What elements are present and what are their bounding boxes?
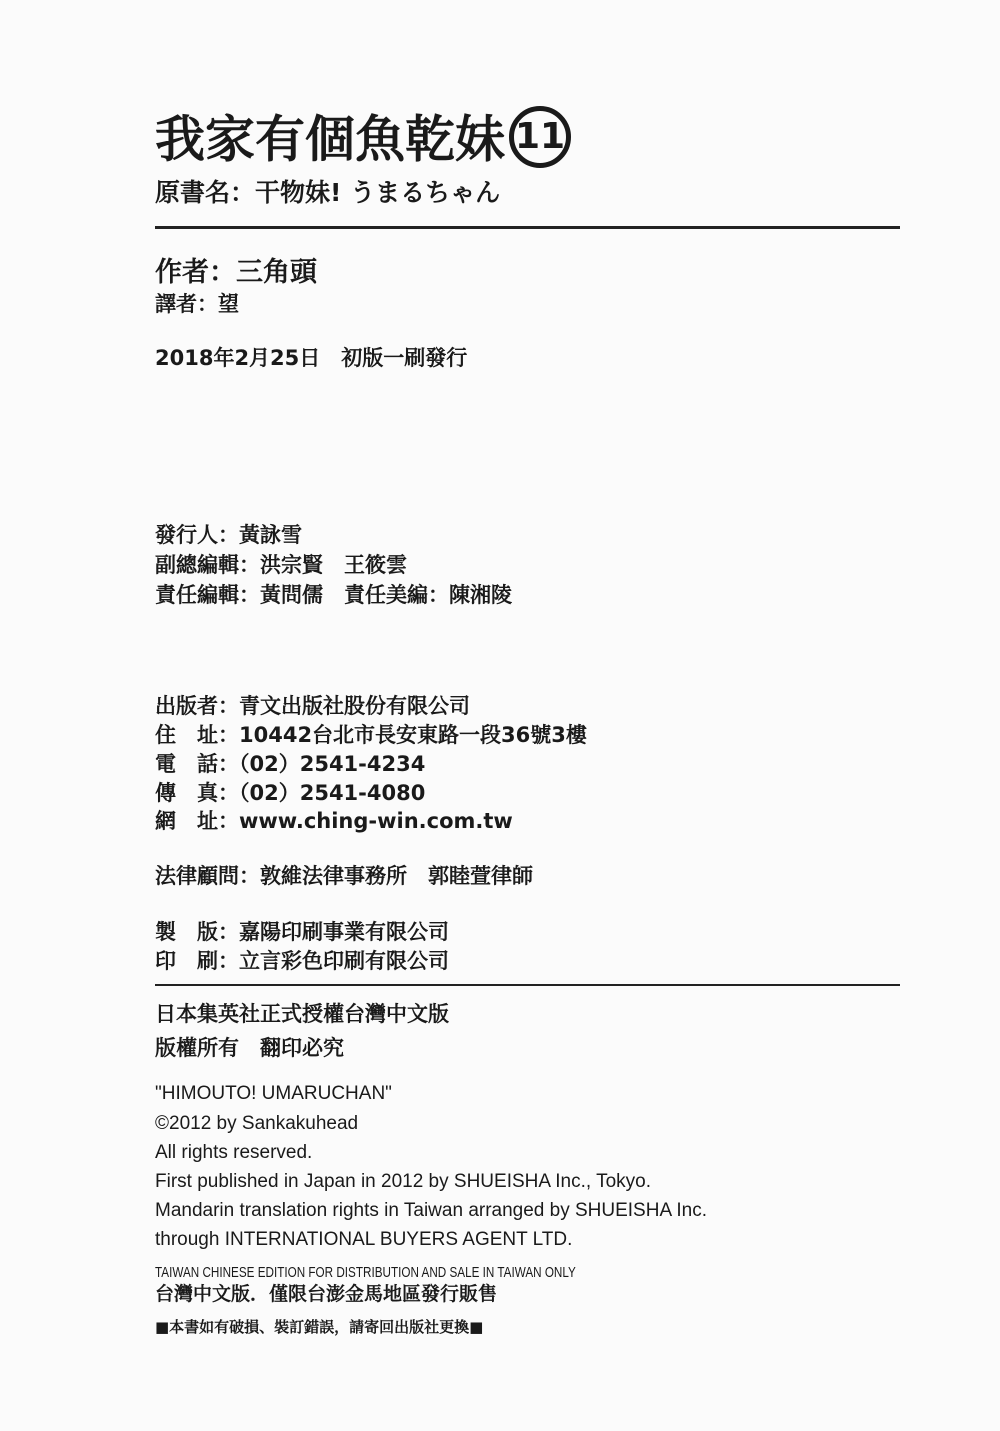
rights-en-agent: through INTERNATIONAL BUYERS AGENT LTD. [155, 1229, 573, 1250]
rights-en-translation: Mandarin translation rights in Taiwan arranged by SHUEISHA Inc. [155, 1200, 707, 1221]
distribution-notice-en: TAIWAN CHINESE EDITION FOR DISTRIBUTION AND SALE IN TAIWAN ONLY [155, 1264, 576, 1281]
staff-publisher-line: 發行人：黃詠雪 [155, 523, 302, 547]
book-title [155, 112, 571, 174]
legal-counsel: 法律顧問：敦維法律事務所 郭睦萱律師 [155, 864, 533, 888]
publisher-phone: 電 話：（02）2541-4234 [155, 752, 426, 776]
rights-en-first-published: First published in Japan in 2012 by SHUEISHA Inc., Tokyo. [155, 1171, 652, 1192]
original-title: 原書名：干物妹! うまるちゃん [155, 178, 501, 207]
book-title-text: 我家有個魚乾妹 [155, 110, 505, 169]
publisher-fax: 傳 真：（02）2541-4080 [155, 781, 426, 805]
distribution-notice-cn: 台灣中文版．僅限台澎金馬地區發行販售 [155, 1283, 498, 1305]
printer: 印 刷：立言彩色印刷有限公司 [155, 949, 449, 973]
rights-en-title: "HIMOUTO! UMARUCHAN" [155, 1083, 392, 1104]
staff-deputy-editor-line: 副總編輯：洪宗賢 王筱雲 [155, 553, 407, 577]
rights-en-copyright: ©2012 by Sankakuhead [155, 1113, 359, 1134]
author: 作者：三角頭 [155, 257, 317, 288]
edition-date: 2018年2月25日 初版一刷發行 [155, 346, 468, 370]
publisher-website: 網 址：www.ching-win.com.tw [155, 809, 513, 833]
volume-badge: 11 [509, 106, 571, 168]
staff-editor-line: 責任編輯：黃問儒 責任美編：陳湘陵 [155, 583, 512, 607]
publisher-address: 住 址：10442台北市長安東路一段36號3樓 [155, 723, 587, 747]
divider-bottom [155, 984, 900, 986]
plate-making: 製 版：嘉陽印刷事業有限公司 [155, 920, 449, 944]
rights-en-reserved: All rights reserved. [155, 1142, 313, 1163]
damage-return-notice: ■本書如有破損、裝訂錯誤，請寄回出版社更換■ [155, 1318, 484, 1336]
copyright-reserved-cn: 版權所有 翻印必究 [155, 1035, 344, 1060]
translator: 譯者：望 [155, 292, 239, 316]
publisher-name: 出版者：青文出版社股份有限公司 [155, 694, 470, 718]
divider-top [155, 226, 900, 229]
authorization-line: 日本集英社正式授權台灣中文版 [155, 1001, 449, 1026]
